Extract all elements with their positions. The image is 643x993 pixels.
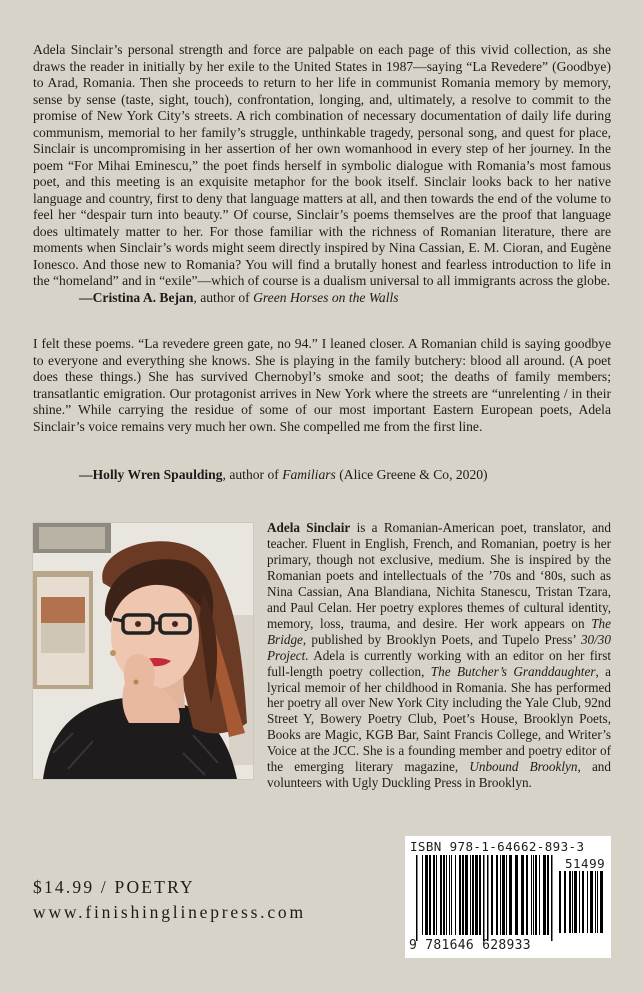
isbn-barcode [405, 836, 611, 958]
attribution-connector: , author of [193, 290, 254, 305]
attribution-name: —Holly Wren Spaulding [79, 467, 223, 482]
ean-barcode-bars [415, 855, 555, 941]
barcode-price-code: 51499 [565, 856, 606, 871]
attribution-connector: , author of [222, 467, 283, 482]
isbn-number: ISBN 978-1-64662-893-3 [410, 839, 585, 854]
attribution-bejan [79, 290, 399, 307]
author-portrait-illustration [33, 523, 253, 779]
bio-text: , and volunteers with Ugly Duckling Press in Brooklyn. [267, 759, 611, 791]
bio-title-collection: The Butcher’s Granddaughter [430, 663, 596, 679]
blurb-bejan: Adela Sinclair’s personal strength and force are palpable on each page of this vivid collection, as she draws the reader in initially by her exile to the United States in 1987—saying “La Revedere” (Goodbye) to Arad, Romania. Then she proceeds to return to her life in communist Romania memory by memory, sense by sense (taste, sight, touch), confrontation, longing, and, ultimately, a resolve to commit to the promise of New York City’s streets. A rich combination of necessary documentation of daily life during communism, memorial to her family’s struggle, unthinkable tragedy, personal song, and quest for place, Sinclair is uncompromising in her assertion of her own womanhood in every step of her journey. In the poem “For Mihai Eminescu,” the poet finds herself in symbolic dialogue with Romania’s most famous poet, and this meeting is an exquisite metaphor for the book itself. Sinclair looks back to her native language and country, first to deny that language matters at all, and then towards the end of the volume to feel her “despair turn into beauty.” Of course, Sinclair’s poems themselves are the proof that language does ultimately matter to her. For those familiar with the richness of Romanian literature, there are moments when Sinclair’s words might seem directly inspired by Nina Cassian, E. M. Cioran, and Eugène Ionesco. And those new to Romania? You will find a brutally honest and fearless introduction to life in the “homeland” and in “exile”—which of course is a dualism universal to all immigrants across the globe. [33, 42, 611, 288]
bio-title-project: 30/30 Project. [267, 631, 611, 663]
addon-barcode-bars [558, 871, 606, 939]
bio-text: Adela is currently working with an editor on her first full-length poetry collection, [267, 647, 611, 679]
bio-text: , published by Brooklyn Poets, and Tupelo Press’ [302, 631, 581, 647]
author-photo [33, 523, 253, 779]
author-bio [267, 520, 611, 791]
ean-digits: 9 781646 628933 [409, 938, 531, 953]
price-category: $14.99 / POETRY [33, 877, 195, 897]
attribution-spaulding [79, 467, 488, 484]
bio-title-magazine: Unbound Brooklyn [469, 759, 578, 775]
attribution-name: —Cristina A. Bejan [79, 290, 194, 305]
blurb-spaulding: I felt these poems. “La revedere green gate, no 94.” I leaned closer. A Romanian child is saying goodbye to everyone and everything she knows. She is playing in the family butchery: blood all around. (A poet does these things.) She has survived Chernobyl’s smoke and soot; the deaths of family members; transatlantic emigration. Our protagonist arrives in New York where the streets are “unrelenting / in their shine.” While carrying the residue of some of our most important Eastern European poets, Adela Sinclair’s voice remains very much her own. She compelled me from the first line. [33, 336, 611, 434]
bio-title-bridge: The Bridge [267, 615, 611, 647]
attribution-publisher: (Alice Greene & Co, 2020) [335, 467, 488, 482]
attribution-work-title: Familiars [282, 467, 336, 482]
attribution-work-title: Green Horses on the Walls [253, 290, 399, 305]
publisher-website: www.finishinglinepress.com [33, 902, 306, 922]
bio-text: , a lyrical memoir of her childhood in Romania. She has performed her poetry all over New York City including the Yale Club, 92nd Street Y, Bowery Poetry Club, Poet’s House, Brooklyn Poets, Books are Magic, KGB Bar, Saint Francis College, and Writer’s Voice at the JCC. She is a founding member and poetry editor of the emerging literary magazine, [267, 663, 611, 775]
author-name: Adela Sinclair [267, 520, 351, 535]
bio-text: is a Romanian-American poet, translator, and teacher. Fluent in English, French, and Romanian, poetry is her primary, though not exclusive, medium. She is inspired by the Romanian poets and intellectuals of the ’70s and ‘80s, such as Nina Cassian, Ana Blandiana, Nichita Stanescu, Tristan Tzara, and Paul Celan. Her poetry explores themes of cultural identity, memory, loss, trauma, and desire. Her work appears on [267, 520, 611, 631]
